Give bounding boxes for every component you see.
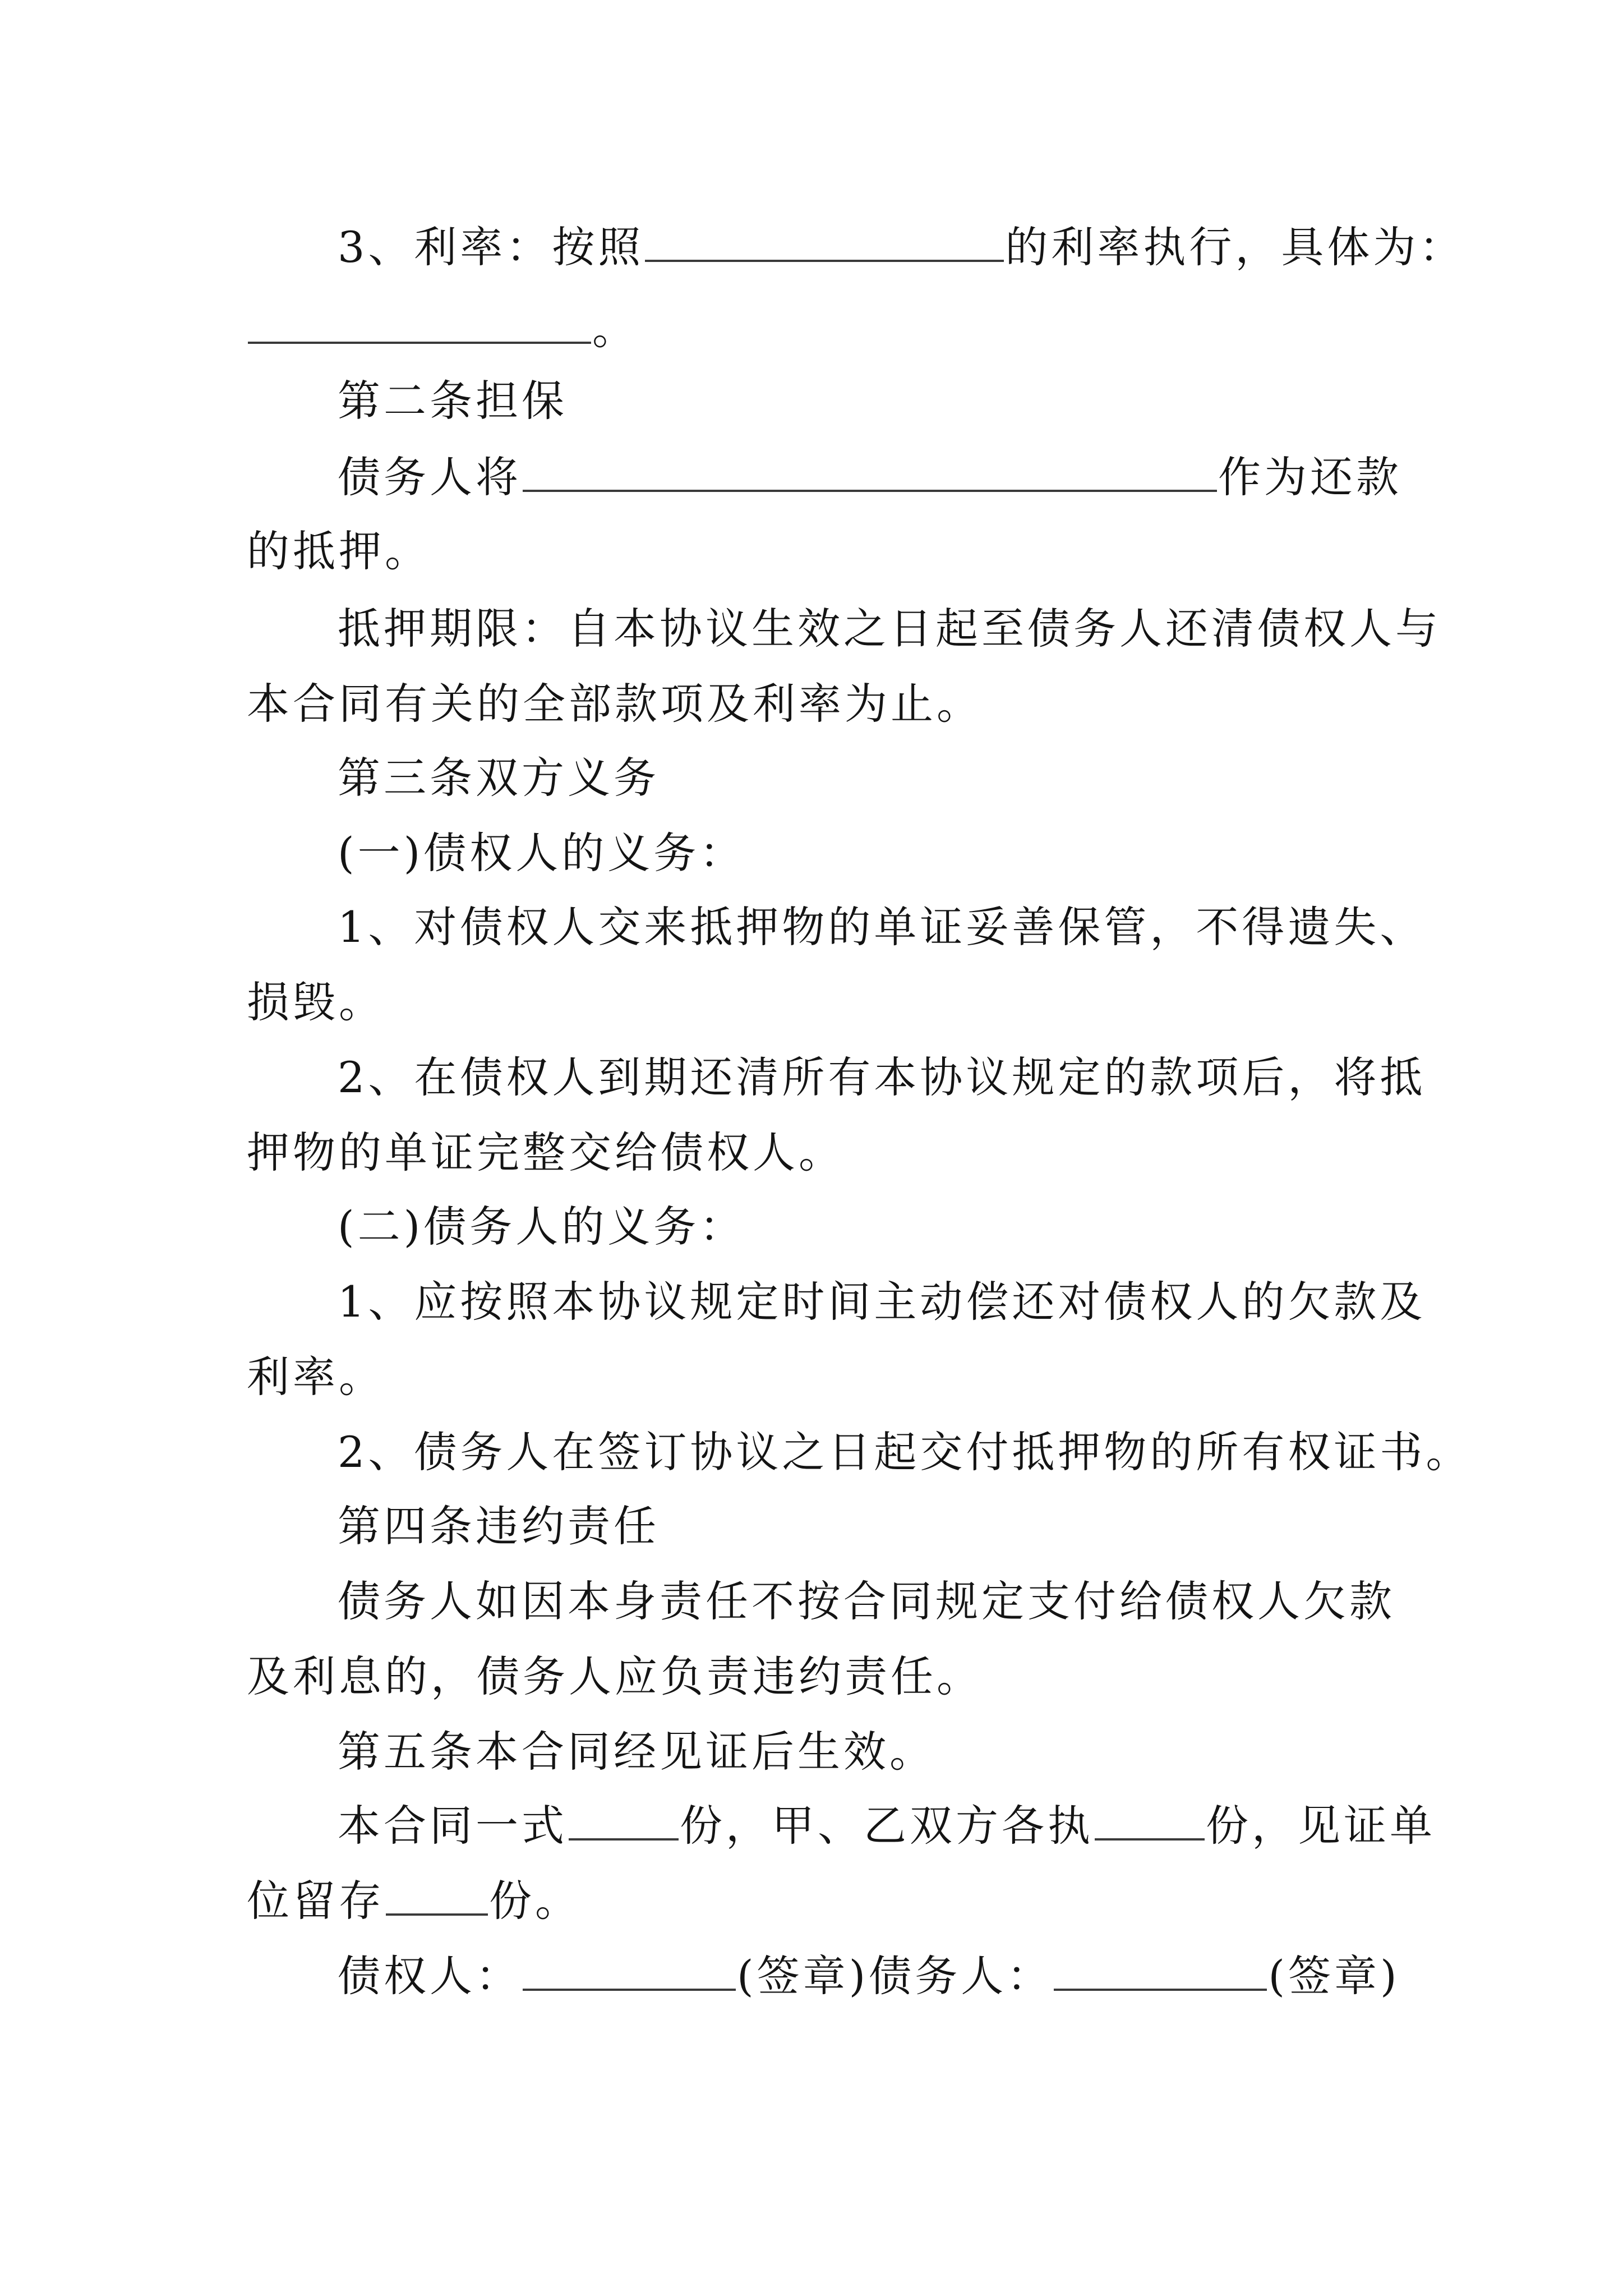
article-2-heading: 第二条担保 [338,376,568,426]
interest-rate-clause: 3、利率：按照 的利率执行，具体为： [338,222,1465,272]
witness-copies-blank [386,1876,488,1916]
creditor-duty-2-line1: 2、在债权人到期还清所有本协议规定的款项后，将抵 [338,1052,1426,1102]
collateral-blank [523,453,1217,492]
copies-clause-line2: 位留存 份。 [247,1876,581,1926]
creditor-duty-1-line1: 1、对债权人交来抵押物的单证妥善保管，不得遗失、 [338,902,1426,952]
collateral-clause-cont: 的抵押。 [247,526,431,576]
signature-line: 债权人： (签章)债务人： (签章) [338,1951,1400,2001]
article-5-heading: 第五条本合同经见证后生效。 [338,1727,935,1777]
copies-clause-line1: 本合同一式 份，甲、乙双方各执 份，见证单 [338,1801,1436,1851]
creditor-signature-blank [523,1952,736,1991]
breach-clause-line2: 及利息的，债务人应负责违约责任。 [247,1651,983,1701]
interest-basis-blank [645,223,1004,262]
article-4-heading: 第四条违约责任 [338,1501,660,1551]
breach-clause-line1: 债务人如因本身责任不按合同规定支付给债权人欠款 [338,1576,1395,1626]
interest-rate-clause-cont: 。 [247,298,638,360]
interest-detail-blank [248,305,591,344]
debtor-signature-blank [1054,1952,1267,1991]
debtor-duty-1-line2: 利率。 [247,1352,385,1402]
collateral-clause: 债务人将 作为还款 [338,452,1402,502]
debtor-duty-2: 2、债务人在签订协议之日起交付抵押物的所有权证书。 [338,1427,1472,1477]
creditor-duties-heading: (一)债权人的义务： [338,828,746,878]
mortgage-term-line1: 抵押期限：自本协议生效之日起至债务人还清债权人与 [338,604,1441,654]
debtor-duty-1-line1: 1、应按照本协议规定时间主动偿还对债权人的欠款及 [338,1277,1426,1327]
debtor-duties-heading: (二)债务人的义务： [338,1202,746,1251]
article-3-heading: 第三条双方义务 [338,753,660,803]
creditor-duty-2-line2: 押物的单证完整交给债权人。 [247,1128,845,1177]
creditor-duty-1-line2: 损毁。 [247,977,385,1027]
total-copies-blank [569,1801,679,1841]
party-copies-blank [1095,1801,1205,1841]
mortgage-term-line2: 本合同有关的全部款项及利率为止。 [247,679,983,729]
